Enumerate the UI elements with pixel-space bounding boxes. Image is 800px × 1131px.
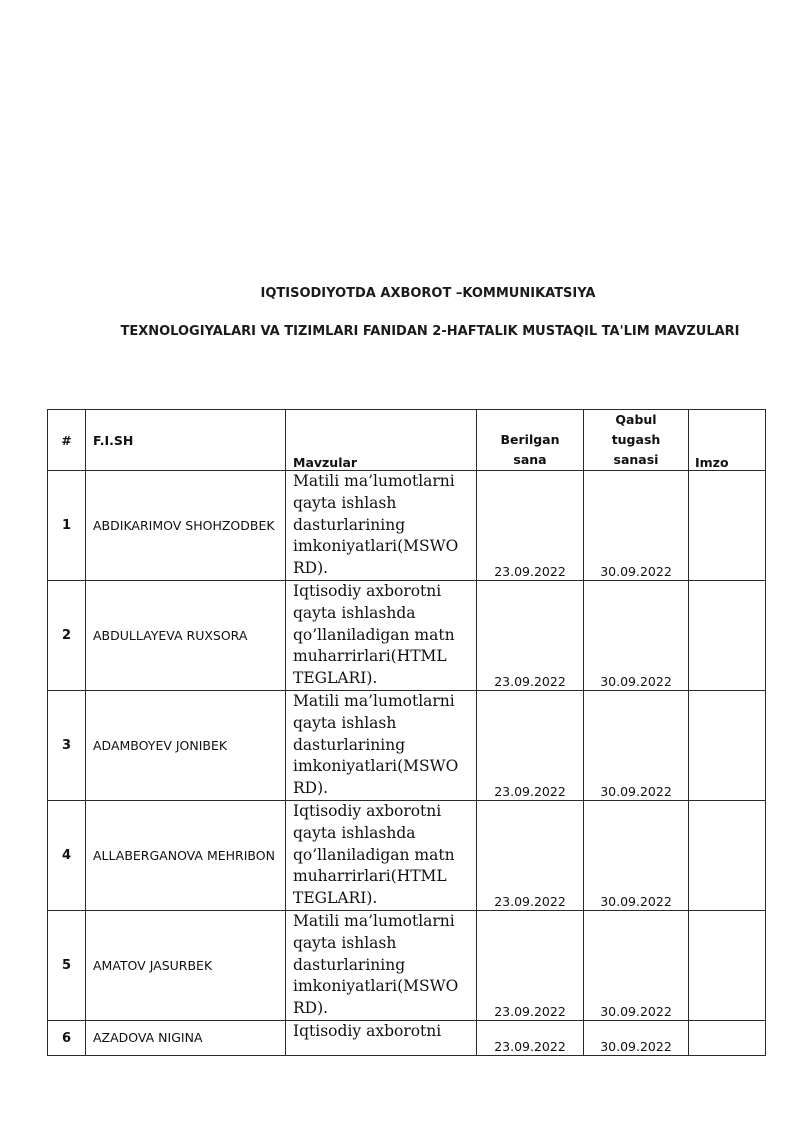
signature-cell (689, 471, 766, 581)
row-number: 5 (48, 911, 86, 1021)
table-row (48, 581, 766, 691)
header-given-line2: sana (513, 452, 547, 467)
given-date: 23.09.2022 (477, 691, 584, 801)
student-name: ABDIKARIMOV SHOHZODBEK (86, 471, 286, 581)
header-number: # (48, 410, 86, 471)
table-header-row (48, 410, 766, 471)
due-date: 30.09.2022 (584, 1021, 689, 1056)
due-date: 30.09.2022 (584, 471, 689, 581)
document-title-line2: TEXNOLOGIYALARI VA TIZIMLARI FANIDAN 2-HAFTALIK MUSTAQIL TA'LIM MAVZULARI (120, 324, 740, 339)
row-number: 3 (48, 691, 86, 801)
row-number: 1 (48, 471, 86, 581)
signature-cell (689, 911, 766, 1021)
header-name: F.I.SH (86, 410, 286, 471)
header-signature: Imzo (689, 410, 766, 471)
header-given-date (477, 410, 584, 471)
signature-cell (689, 801, 766, 911)
table-row (48, 801, 766, 911)
signature-cell (689, 691, 766, 801)
student-name: AZADOVA NIGINA (86, 1021, 286, 1056)
topic-text: Matili ma’lumotlarni qayta ishlash dasturlarining imkoniyatlari(MSWO RD). (286, 471, 477, 581)
row-number: 2 (48, 581, 86, 691)
row-number: 6 (48, 1021, 86, 1056)
header-given-line1: Berilgan (500, 432, 560, 447)
topic-text: Matili ma’lumotlarni qayta ishlash dasturlarining imkoniyatlari(MSWO RD). (286, 911, 477, 1021)
table-row (48, 691, 766, 801)
header-due-date (584, 410, 689, 471)
due-date: 30.09.2022 (584, 581, 689, 691)
topic-text: Matili ma’lumotlarni qayta ishlash dasturlarining imkoniyatlari(MSWO RD). (286, 691, 477, 801)
row-number: 4 (48, 801, 86, 911)
topic-text: Iqtisodiy axborotni qayta ishlashda qo’llaniladigan matn muharrirlari(HTML TEGLARI). (286, 581, 477, 691)
given-date: 23.09.2022 (477, 911, 584, 1021)
given-date: 23.09.2022 (477, 471, 584, 581)
signature-cell (689, 1021, 766, 1056)
table-row (48, 911, 766, 1021)
due-date: 30.09.2022 (584, 691, 689, 801)
given-date: 23.09.2022 (477, 1021, 584, 1056)
header-due-line2: tugash (611, 432, 661, 447)
document-title-line1: IQTISODIYOTDA AXBOROT –KOMMUNIKATSIYA (260, 286, 596, 301)
table-row (48, 471, 766, 581)
topic-text: Iqtisodiy axborotni (286, 1021, 477, 1056)
student-name: ALLABERGANOVA MEHRIBON (86, 801, 286, 911)
topic-text: Iqtisodiy axborotni qayta ishlashda qo’llaniladigan matn muharrirlari(HTML TEGLARI). (286, 801, 477, 911)
given-date: 23.09.2022 (477, 581, 584, 691)
assignment-table (47, 409, 766, 1056)
header-topic: Mavzular (286, 410, 477, 471)
signature-cell (689, 581, 766, 691)
due-date: 30.09.2022 (584, 801, 689, 911)
student-name: ABDULLAYEVA RUXSORA (86, 581, 286, 691)
student-name: AMATOV JASURBEK (86, 911, 286, 1021)
header-due-line3: sanasi (613, 452, 659, 467)
student-name: ADAMBOYEV JONIBEK (86, 691, 286, 801)
header-due-line1: Qabul (615, 412, 657, 427)
due-date: 30.09.2022 (584, 911, 689, 1021)
table-row (48, 1021, 766, 1056)
given-date: 23.09.2022 (477, 801, 584, 911)
